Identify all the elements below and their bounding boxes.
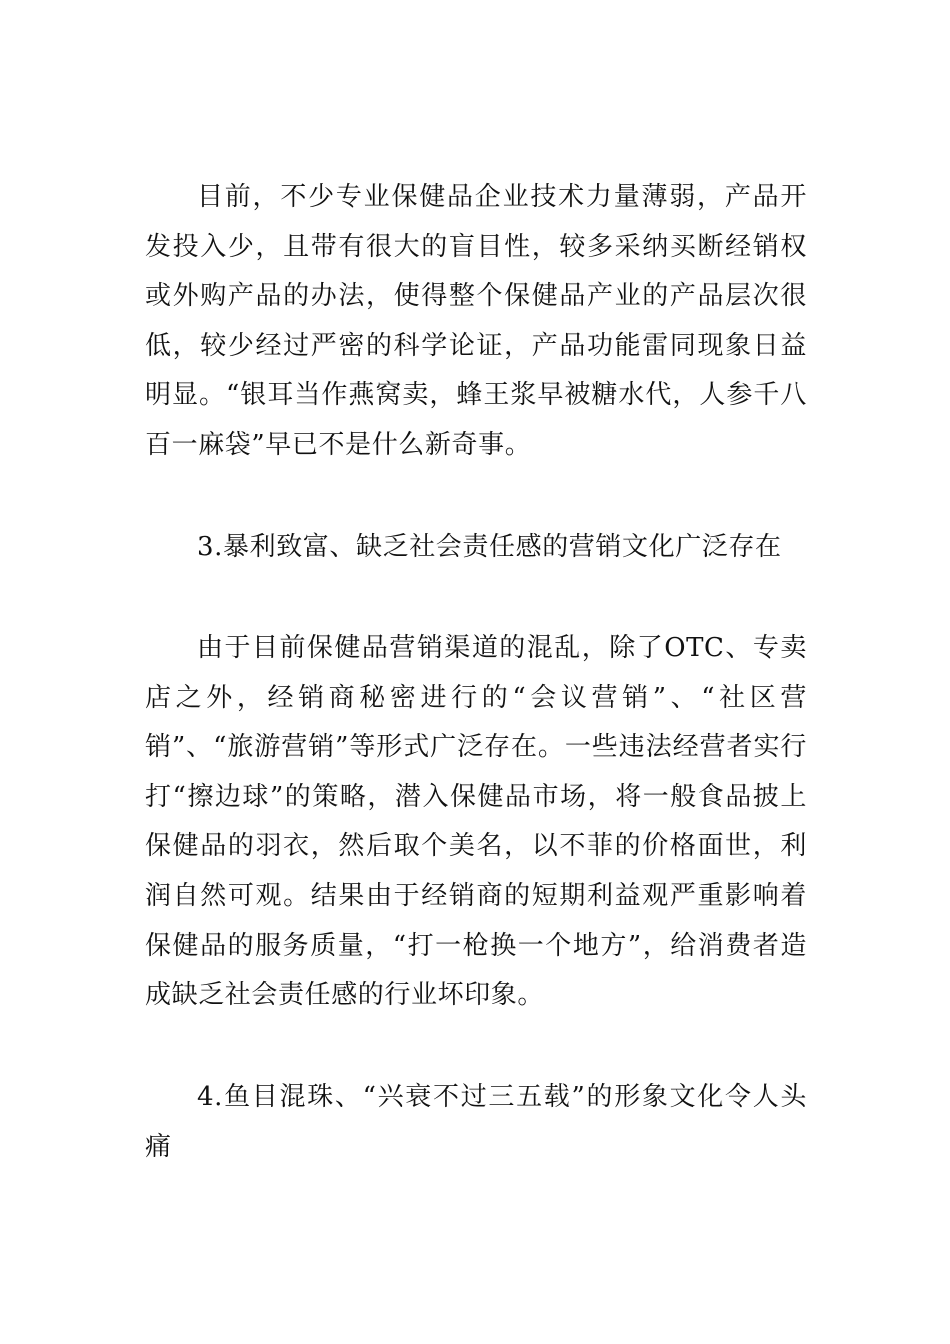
section-heading: 4.鱼目混珠、“兴衰不过三五载”的形象文化令人头痛 [145,1082,807,1162]
section-heading: 3.暴利致富、缺乏社会责任感的营销文化广泛存在 [197,532,782,562]
body-paragraph: 由于目前保健品营销渠道的混乱，除了OTC、专卖店之外，经销商秘密进行的“会议营销”、“社区营销”、“旅游营销”等形式广泛存在。一些违法经营者实行打“擦边球”的策略，潜入保健品市场，将一般食品披上保健品的羽衣，然后取个美名，以不菲的价格面世，利润自然可观。结果由于经销商的短期利益观严重影响着保健品的服务质量，“打一枪换一个地方”，给消费者造成缺乏社会责任感的行业坏印象。 [145,633,807,1011]
body-paragraph: 目前，不少专业保健品企业技术力量薄弱，产品开发投入少，且带有很大的盲目性，较多采纳买断经销权或外购产品的办法，使得整个保健品产业的产品层次很低，较少经过严密的科学论证，产品功能雷同现象日益明显。“银耳当作燕窝卖，蜂王浆早被糖水代，人参千八百一麻袋”早已不是什么新奇事。 [145,182,807,460]
